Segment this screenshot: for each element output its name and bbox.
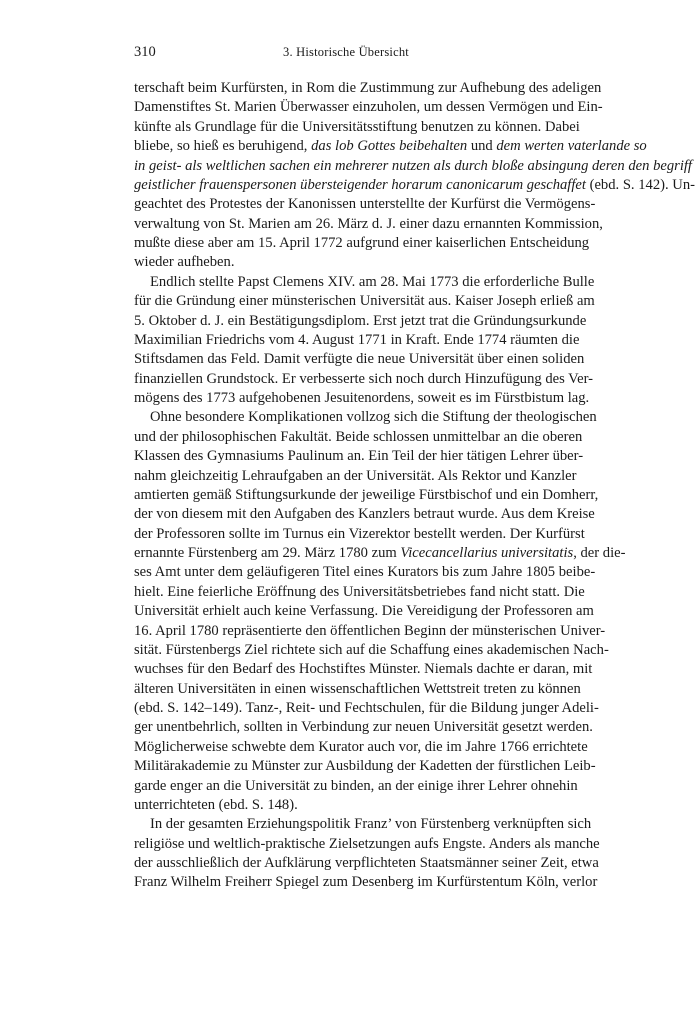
text-segment: und der philosophischen Fakultät. Beide schlossen unmittelbar an die oberen [134, 428, 583, 445]
text-segment: Klassen des Gymnasiums Paulinum an. Ein Teil der hier tätigen Lehrer über- [134, 448, 584, 465]
text-segment: geachtet des Protestes der Kanonissen unterstellte der Kurfürst die Vermögens- [134, 196, 596, 213]
text-line [134, 331, 580, 350]
text-line [134, 312, 587, 331]
running-head: 3. Historische Übersicht [283, 45, 409, 59]
text-line [134, 79, 602, 98]
text-line [134, 176, 695, 195]
text-line [134, 680, 581, 699]
text-segment: für die Gründung einer münsterischen Universität aus. Kaiser Joseph erließ am [134, 293, 595, 310]
text-line [134, 738, 588, 757]
text-line [134, 718, 593, 737]
text-segment: Maximilian Friedrichs vom 4. August 1771 in Kraft. Ende 1774 räumten die [134, 331, 580, 348]
text-line [134, 777, 578, 796]
text-segment: sität. Fürstenbergs Ziel richtete sich auf die Schaffung eines akademischen Nach- [134, 641, 609, 658]
text-line [134, 447, 584, 466]
text-segment: wuchses für den Bedarf des Hochstiftes Münster. Niemals dachte er daran, mit [134, 661, 593, 678]
page-number: 310 [134, 44, 156, 60]
text-segment: der von diesem mit den Aufgaben des Kanzlers betraut wurde. Aus dem Kreise [134, 506, 595, 523]
text-segment: (ebd. S. 142–149). Tanz-, Reit- und Fechtschulen, für die Bildung junger Adeli- [134, 700, 599, 716]
text-segment: ger unentbehrlich, sollten in Verbindung zur neuen Universität gesetzt werden. [134, 719, 593, 736]
text-line [134, 370, 593, 389]
text-line [134, 854, 599, 873]
text-line [134, 835, 600, 854]
text-segment: ses Amt unter dem geläufigeren Titel eines Kurators bis zum Jahre 1805 beibe- [134, 564, 596, 581]
text-segment: Damenstiftes St. Marien Überwasser einzuholen, um dessen Vermögen und Ein- [134, 99, 603, 116]
text-line [134, 641, 609, 660]
text-line [134, 215, 603, 234]
text-line [134, 428, 583, 447]
text-line [134, 253, 558, 272]
text-line [134, 408, 597, 427]
italic-quote: das lob Gottes beibehalten [311, 138, 468, 155]
text-line [134, 796, 558, 815]
text-segment: amtierten gemäß Stiftungsurkunde der jeweilige Fürstbischof und ein Domherr, [134, 486, 599, 503]
text-segment: hielt. Eine feierliche Eröffnung des Universitätsbetriebes fand nicht statt. Die [134, 583, 585, 600]
text-line [134, 137, 647, 156]
text-segment: verwaltung von St. Marien am 26. März d. J. einer dazu ernannten Kommission, [134, 215, 603, 232]
text-line [134, 699, 599, 718]
text-line [134, 195, 596, 214]
text-segment: religiöse und weltlich-praktische Zielsetzungen aufs Engste. Anders als manche [134, 835, 600, 852]
text-line [134, 98, 603, 117]
text-segment: mußte diese aber am 15. April 1772 aufgrund einer kaiserlichen Entscheidung [134, 235, 590, 251]
text-segment: Endlich stellte Papst Clemens XIV. am 28. Mai 1773 die erforderliche Bulle [150, 273, 595, 290]
text-line [134, 622, 606, 641]
text-segment: , der die- [573, 545, 626, 561]
text-line [134, 505, 595, 524]
text-segment: (ebd. S. 142). Un- [585, 176, 695, 193]
text-line [134, 350, 585, 369]
italic-quote: dem werten vaterlande so [496, 138, 647, 155]
text-line [134, 873, 598, 892]
text-line [134, 234, 590, 253]
text-line [134, 157, 692, 176]
text-line [134, 602, 594, 621]
text-line [134, 815, 592, 834]
text-segment: In der gesamten Erziehungspolitik Franz’ von Fürstenberg verknüpften sich [150, 816, 592, 833]
text-line [134, 467, 577, 486]
text-segment: 16. April 1780 repräsentierte den öffentlichen Beginn der münsterischen Univer- [134, 622, 606, 639]
text-line [134, 660, 593, 679]
text-line [134, 583, 585, 602]
italic-quote: geistlicher frauenspersonen übersteigender horarum canonicarum geschaffet [134, 176, 586, 193]
text-segment: künfte als Grundlage für die Universitätsstiftung benutzen zu können. Dabei [134, 118, 580, 135]
text-segment: 5. Oktober d. J. ein Bestätigungsdiplom. Erst jetzt trat die Gründungsurkunde [134, 312, 587, 329]
text-segment: Franz Wilhelm Freiherr Spiegel zum Desenberg im Kurfürstentum Köln, verlor [134, 874, 598, 891]
text-line [134, 757, 596, 776]
text-line [134, 486, 599, 505]
text-segment: terschaft beim Kurfürsten, in Rom die Zustimmung zur Aufhebung des adeligen [134, 80, 602, 96]
text-segment: und [467, 138, 497, 155]
text-segment: garde enger an die Universität zu binden, an der einige ihrer Lehrer ohnehin [134, 777, 578, 794]
text-line [134, 118, 580, 137]
text-segment: unterrichteten (ebd. S. 148). [134, 796, 298, 813]
text-line [134, 389, 590, 408]
text-line [134, 544, 626, 563]
text-segment: Universität erhielt auch keine Verfassung. Die Vereidigung der Professoren am [134, 603, 594, 620]
text-line [134, 292, 595, 311]
text-segment: finanziellen Grundstock. Er verbesserte sich noch durch Hinzufügung des Ver- [134, 370, 593, 387]
text-segment: Stiftsdamen das Feld. Damit verfügte die neue Universität über einen soliden [134, 351, 585, 368]
text-segment: ernannte Fürstenberg am 29. März 1780 zum [134, 545, 401, 561]
text-segment: bliebe, so hieß es beruhigend, [134, 138, 312, 155]
text-line [134, 525, 585, 544]
text-segment: mögens des 1773 aufgehobenen Jesuitenordens, soweit es im Fürstbistum lag. [134, 390, 590, 406]
text-segment: Möglicherweise schwebte dem Kurator auch vor, die im Jahre 1766 errichtete [134, 738, 588, 755]
text-segment: der ausschließlich der Aufklärung verpflichteten Staatsmänner seiner Zeit, etwa [134, 855, 599, 871]
page-header [134, 44, 558, 64]
text-segment: der Professoren sollte im Turnus ein Vizerektor bestellt werden. Der Kurfürst [134, 525, 585, 542]
text-segment: Ohne besondere Komplikationen vollzog sich die Stiftung der theologischen [150, 409, 597, 426]
body-text [134, 79, 695, 893]
text-line [134, 273, 595, 292]
italic-quote: in geist- als weltlichen sachen ein mehrerer nutzen als durch bloße absingung deren den begriff [134, 157, 692, 174]
italic-quote: Vicecancellarius universitatis [400, 545, 574, 561]
text-segment: nahm gleichzeitig Lehraufgaben an der Universität. Als Rektor und Kanzler [134, 467, 577, 484]
text-segment: älteren Universitäten in einen wissenschaftlichen Wettstreit treten zu können [134, 680, 581, 697]
text-line [134, 563, 596, 582]
text-segment: Militärakademie zu Münster zur Ausbildung der Kadetten der fürstlichen Leib- [134, 758, 596, 775]
text-segment: wieder aufheben. [134, 254, 235, 271]
